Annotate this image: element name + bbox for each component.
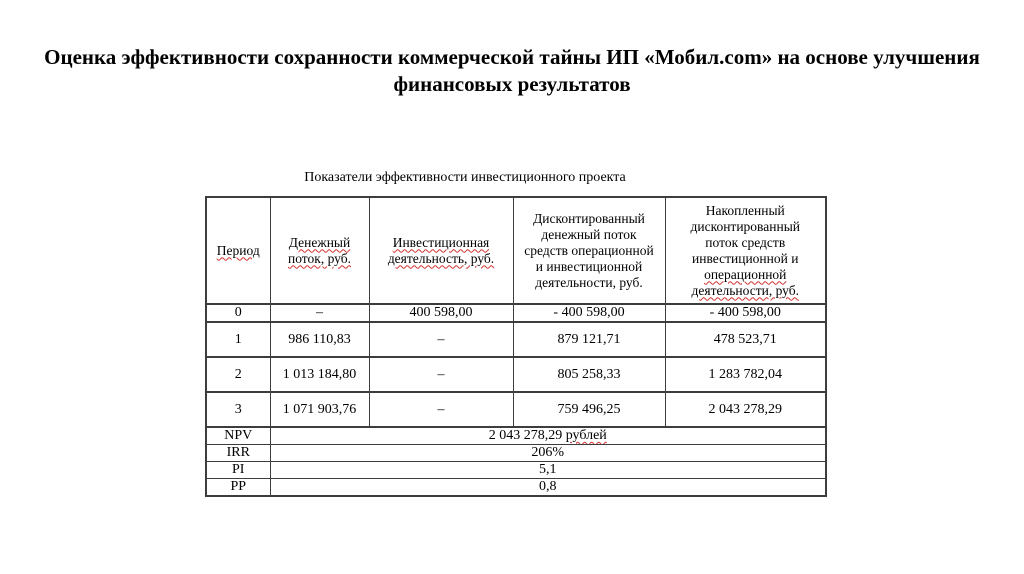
summary-row-npv [206, 427, 826, 445]
header-text-line: деятельности, руб. [535, 274, 643, 290]
cell-cash-flow: 1 013 184,80 [270, 357, 369, 392]
cell-accumulated: 478 523,71 [665, 322, 826, 357]
summary-value: 206% [270, 445, 826, 462]
column-header-cash-flow [270, 197, 369, 304]
cell-discounted: - 400 598,00 [513, 304, 665, 322]
table-caption: Показатели эффективности инвестиционного проекта [304, 170, 626, 185]
header-text-line: деятельность, руб. [387, 250, 495, 266]
header-text-line: инвестиционной и [692, 250, 799, 266]
header-text-line: Инвестиционная [392, 234, 490, 250]
npv-amount: 2 043 278,29 [488, 428, 563, 443]
summary-label: PP [206, 479, 270, 497]
header-text-line: операционной [704, 266, 787, 282]
cell-investment: 400 598,00 [369, 304, 513, 322]
column-header-accumulated-discounted-flow [665, 197, 826, 304]
header-text-line: денежный поток [541, 226, 637, 242]
cell-period: 2 [206, 357, 270, 392]
cell-cash-flow: – [270, 304, 369, 322]
cell-investment: – [369, 392, 513, 427]
cell-cash-flow: 986 110,83 [270, 322, 369, 357]
header-text-line: деятельности, руб. [691, 282, 799, 298]
summary-label: NPV [206, 427, 270, 445]
investment-performance-table [205, 196, 827, 497]
header-text-line: поток, руб. [288, 250, 351, 266]
header-text-line: дисконтированный [690, 218, 800, 234]
header-text-line: Денежный [288, 234, 351, 250]
header-text-line: поток средств [705, 234, 786, 250]
column-header-discounted-cash-flow [513, 197, 665, 304]
cell-period: 3 [206, 392, 270, 427]
summary-row-pp [206, 479, 826, 497]
header-text: Период [216, 242, 260, 258]
table-row-period-2 [206, 357, 826, 392]
cell-discounted: 759 496,25 [513, 392, 665, 427]
table-summary [206, 427, 826, 496]
table-header-row [206, 197, 826, 304]
cell-accumulated: 2 043 278,29 [665, 392, 826, 427]
summary-value [270, 427, 826, 445]
summary-row-irr [206, 445, 826, 462]
column-header-period [206, 197, 270, 304]
cell-period: 0 [206, 304, 270, 322]
cell-cash-flow: 1 071 903,76 [270, 392, 369, 427]
summary-label: PI [206, 462, 270, 479]
cell-accumulated: - 400 598,00 [665, 304, 826, 322]
header-text-line: и инвестиционной [535, 258, 643, 274]
table-row-period-1 [206, 322, 826, 357]
summary-row-pi [206, 462, 826, 479]
cell-period: 1 [206, 322, 270, 357]
cell-discounted: 805 258,33 [513, 357, 665, 392]
table-row-period-0 [206, 304, 826, 322]
header-text-line: средств операционной [524, 242, 654, 258]
slide-title: Оценка эффективности сохранности коммерческой тайны ИП «Мобил.com» на основе улучшения финансовых результатов [44, 45, 980, 96]
summary-value: 5,1 [270, 462, 826, 479]
cell-discounted: 879 121,71 [513, 322, 665, 357]
table-row-period-3 [206, 392, 826, 427]
cell-investment: – [369, 357, 513, 392]
header-text-line: Накопленный [705, 202, 785, 218]
summary-label: IRR [206, 445, 270, 462]
header-text-line: Дисконтированный [533, 210, 645, 226]
cell-accumulated: 1 283 782,04 [665, 357, 826, 392]
summary-value: 0,8 [270, 479, 826, 497]
npv-unit: рублей [565, 428, 607, 443]
cell-investment: – [369, 322, 513, 357]
table-body [206, 304, 826, 427]
column-header-investment-activity [369, 197, 513, 304]
